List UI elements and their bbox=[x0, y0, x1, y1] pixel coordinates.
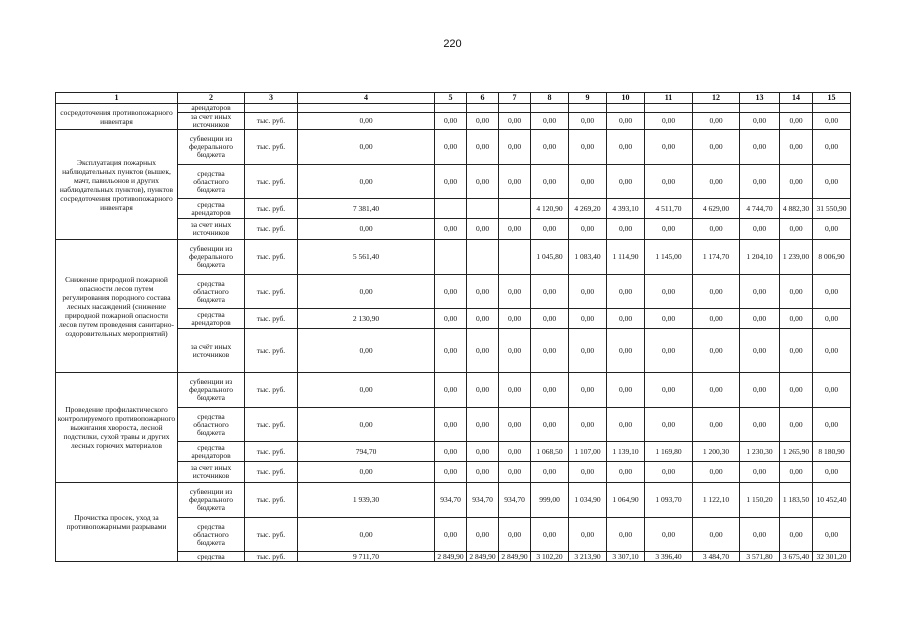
value-cell: 31 550,90 bbox=[813, 199, 851, 219]
value-cell: 8 006,90 bbox=[813, 240, 851, 275]
value-cell: 0,00 bbox=[467, 329, 499, 373]
column-header: 12 bbox=[693, 93, 740, 104]
value-cell: 2 849,90 bbox=[435, 552, 467, 562]
funding-source-cell: средства bbox=[178, 552, 245, 562]
value-cell: 0,00 bbox=[499, 275, 531, 309]
value-cell: 0,00 bbox=[645, 130, 693, 165]
value-cell: 0,00 bbox=[780, 309, 813, 329]
value-cell: 3 102,20 bbox=[531, 552, 569, 562]
unit-cell: тыс. руб. bbox=[245, 329, 298, 373]
value-cell: 0,00 bbox=[693, 518, 740, 552]
value-cell: 0,00 bbox=[569, 130, 607, 165]
value-cell: 934,70 bbox=[499, 483, 531, 518]
value-cell bbox=[499, 240, 531, 275]
value-cell: 0,00 bbox=[298, 219, 435, 240]
value-cell: 0,00 bbox=[531, 408, 569, 442]
value-cell: 0,00 bbox=[298, 329, 435, 373]
value-cell: 0,00 bbox=[693, 462, 740, 483]
activity-name-cell: сосредоточения противопожарного инвентаря bbox=[56, 104, 178, 130]
value-cell: 0,00 bbox=[298, 165, 435, 199]
value-cell: 0,00 bbox=[607, 329, 645, 373]
value-cell: 0,00 bbox=[645, 462, 693, 483]
column-header: 11 bbox=[645, 93, 693, 104]
value-cell: 2 130,90 bbox=[298, 309, 435, 329]
funding-source-cell: за счет иных источников bbox=[178, 462, 245, 483]
value-cell: 0,00 bbox=[645, 309, 693, 329]
value-cell: 0,00 bbox=[645, 408, 693, 442]
value-cell bbox=[298, 104, 435, 113]
value-cell bbox=[607, 104, 645, 113]
value-cell: 2 849,90 bbox=[467, 552, 499, 562]
value-cell: 10 452,40 bbox=[813, 483, 851, 518]
value-cell: 0,00 bbox=[607, 113, 645, 130]
value-cell: 1 145,00 bbox=[645, 240, 693, 275]
value-cell: 0,00 bbox=[693, 113, 740, 130]
table-row bbox=[56, 240, 851, 275]
unit-cell: тыс. руб. bbox=[245, 483, 298, 518]
value-cell: 0,00 bbox=[531, 309, 569, 329]
value-cell: 1 174,70 bbox=[693, 240, 740, 275]
value-cell: 0,00 bbox=[499, 113, 531, 130]
value-cell: 0,00 bbox=[467, 373, 499, 408]
value-cell: 0,00 bbox=[740, 275, 780, 309]
column-header: 14 bbox=[780, 93, 813, 104]
funding-source-cell: средства областного бюджета bbox=[178, 408, 245, 442]
value-cell: 0,00 bbox=[780, 518, 813, 552]
value-cell: 0,00 bbox=[740, 329, 780, 373]
funding-source-cell: субвенции из федерального бюджета bbox=[178, 240, 245, 275]
value-cell: 3 571,80 bbox=[740, 552, 780, 562]
value-cell: 1 034,90 bbox=[569, 483, 607, 518]
column-header: 7 bbox=[499, 93, 531, 104]
value-cell: 4 882,30 bbox=[780, 199, 813, 219]
value-cell: 0,00 bbox=[693, 219, 740, 240]
value-cell: 0,00 bbox=[607, 518, 645, 552]
value-cell: 0,00 bbox=[813, 408, 851, 442]
value-cell: 0,00 bbox=[531, 165, 569, 199]
value-cell: 0,00 bbox=[499, 219, 531, 240]
value-cell: 0,00 bbox=[435, 442, 467, 462]
value-cell: 1 083,40 bbox=[569, 240, 607, 275]
value-cell: 0,00 bbox=[813, 113, 851, 130]
value-cell: 0,00 bbox=[435, 219, 467, 240]
value-cell: 0,00 bbox=[531, 373, 569, 408]
value-cell bbox=[435, 104, 467, 113]
value-cell: 0,00 bbox=[813, 373, 851, 408]
value-cell: 0,00 bbox=[780, 130, 813, 165]
value-cell: 0,00 bbox=[435, 130, 467, 165]
value-cell: 0,00 bbox=[435, 373, 467, 408]
value-cell: 3 213,90 bbox=[569, 552, 607, 562]
value-cell: 0,00 bbox=[531, 130, 569, 165]
value-cell: 0,00 bbox=[298, 113, 435, 130]
value-cell: 0,00 bbox=[298, 518, 435, 552]
value-cell: 0,00 bbox=[531, 275, 569, 309]
activity-name-cell: Снижение природной пожарной опасности лесов путем регулирования породного состава лесных насаждений (снижение природной пожарной опасности лесов путем проведения санитарно-оздоровительных мероприятий) bbox=[56, 240, 178, 373]
value-cell: 0,00 bbox=[693, 275, 740, 309]
value-cell: 0,00 bbox=[813, 329, 851, 373]
unit-cell: тыс. руб. bbox=[245, 130, 298, 165]
column-header: 3 bbox=[245, 93, 298, 104]
unit-cell: тыс. руб. bbox=[245, 113, 298, 130]
value-cell: 0,00 bbox=[298, 130, 435, 165]
value-cell: 0,00 bbox=[645, 165, 693, 199]
value-cell: 0,00 bbox=[569, 275, 607, 309]
value-cell: 7 381,40 bbox=[298, 199, 435, 219]
value-cell: 0,00 bbox=[645, 518, 693, 552]
value-cell bbox=[693, 104, 740, 113]
value-cell: 0,00 bbox=[298, 408, 435, 442]
value-cell: 1 150,20 bbox=[740, 483, 780, 518]
unit-cell: тыс. руб. bbox=[245, 462, 298, 483]
value-cell: 0,00 bbox=[499, 130, 531, 165]
value-cell: 0,00 bbox=[813, 275, 851, 309]
value-cell bbox=[569, 104, 607, 113]
funding-source-cell: средства областного бюджета bbox=[178, 518, 245, 552]
value-cell: 0,00 bbox=[607, 130, 645, 165]
unit-cell: тыс. руб. bbox=[245, 552, 298, 562]
funding-source-cell: субвенции из федерального бюджета bbox=[178, 373, 245, 408]
value-cell bbox=[467, 104, 499, 113]
funding-source-cell: субвенции из федерального бюджета bbox=[178, 130, 245, 165]
value-cell: 0,00 bbox=[531, 113, 569, 130]
value-cell: 3 307,10 bbox=[607, 552, 645, 562]
value-cell: 0,00 bbox=[531, 518, 569, 552]
value-cell: 0,00 bbox=[569, 309, 607, 329]
value-cell: 0,00 bbox=[569, 462, 607, 483]
value-cell: 0,00 bbox=[813, 309, 851, 329]
value-cell: 0,00 bbox=[569, 165, 607, 199]
column-header: 10 bbox=[607, 93, 645, 104]
funding-source-cell: арендаторов bbox=[178, 104, 245, 113]
funding-source-cell: средства арендаторов bbox=[178, 309, 245, 329]
value-cell: 0,00 bbox=[467, 130, 499, 165]
funding-source-cell: средства областного бюджета bbox=[178, 275, 245, 309]
value-cell: 0,00 bbox=[693, 408, 740, 442]
value-cell: 0,00 bbox=[298, 462, 435, 483]
value-cell: 0,00 bbox=[645, 113, 693, 130]
column-header: 4 bbox=[298, 93, 435, 104]
value-cell: 0,00 bbox=[693, 373, 740, 408]
value-cell: 0,00 bbox=[780, 462, 813, 483]
value-cell: 9 711,70 bbox=[298, 552, 435, 562]
value-cell: 0,00 bbox=[693, 165, 740, 199]
funding-source-cell: за счёт иных источников bbox=[178, 329, 245, 373]
value-cell: 0,00 bbox=[693, 130, 740, 165]
value-cell: 0,00 bbox=[740, 408, 780, 442]
value-cell: 0,00 bbox=[740, 165, 780, 199]
value-cell: 0,00 bbox=[607, 165, 645, 199]
value-cell: 0,00 bbox=[569, 219, 607, 240]
column-header: 5 bbox=[435, 93, 467, 104]
activity-name-cell: Проведение профилактического контролируемого противопожарного выжигания хвороста, лесной подстилки, сухой травы и других лесных горючих материалов bbox=[56, 373, 178, 483]
funding-source-cell: средства арендаторов bbox=[178, 199, 245, 219]
value-cell: 0,00 bbox=[813, 165, 851, 199]
funding-source-cell: средства арендаторов bbox=[178, 442, 245, 462]
value-cell: 0,00 bbox=[740, 309, 780, 329]
unit-cell: тыс. руб. bbox=[245, 373, 298, 408]
value-cell bbox=[435, 240, 467, 275]
value-cell bbox=[499, 199, 531, 219]
value-cell: 0,00 bbox=[499, 462, 531, 483]
unit-cell: тыс. руб. bbox=[245, 275, 298, 309]
value-cell: 0,00 bbox=[740, 373, 780, 408]
column-header: 1 bbox=[56, 93, 178, 104]
value-cell: 1 230,30 bbox=[740, 442, 780, 462]
value-cell: 0,00 bbox=[740, 113, 780, 130]
funding-source-cell: за счет иных источников bbox=[178, 113, 245, 130]
value-cell: 0,00 bbox=[531, 462, 569, 483]
value-cell: 0,00 bbox=[607, 219, 645, 240]
value-cell: 0,00 bbox=[499, 309, 531, 329]
value-cell: 4 511,70 bbox=[645, 199, 693, 219]
value-cell: 3 396,40 bbox=[645, 552, 693, 562]
unit-cell: тыс. руб. bbox=[245, 309, 298, 329]
budget-table bbox=[55, 92, 851, 562]
value-cell: 1 183,50 bbox=[780, 483, 813, 518]
value-cell: 0,00 bbox=[435, 329, 467, 373]
column-header: 13 bbox=[740, 93, 780, 104]
unit-cell: тыс. руб. bbox=[245, 219, 298, 240]
value-cell: 4 629,00 bbox=[693, 199, 740, 219]
table-row bbox=[56, 483, 851, 518]
unit-cell bbox=[245, 104, 298, 113]
value-cell: 0,00 bbox=[435, 309, 467, 329]
value-cell: 1 939,30 bbox=[298, 483, 435, 518]
value-cell: 0,00 bbox=[740, 130, 780, 165]
value-cell: 32 301,20 bbox=[813, 552, 851, 562]
value-cell: 0,00 bbox=[467, 113, 499, 130]
value-cell: 0,00 bbox=[435, 275, 467, 309]
value-cell bbox=[467, 199, 499, 219]
value-cell: 0,00 bbox=[780, 275, 813, 309]
table-row bbox=[56, 130, 851, 165]
value-cell: 1 204,10 bbox=[740, 240, 780, 275]
value-cell: 0,00 bbox=[607, 462, 645, 483]
value-cell: 0,00 bbox=[645, 329, 693, 373]
value-cell: 0,00 bbox=[569, 518, 607, 552]
value-cell: 0,00 bbox=[569, 408, 607, 442]
value-cell: 0,00 bbox=[813, 219, 851, 240]
value-cell: 1 200,30 bbox=[693, 442, 740, 462]
value-cell: 0,00 bbox=[569, 373, 607, 408]
column-header: 8 bbox=[531, 93, 569, 104]
value-cell: 1 107,00 bbox=[569, 442, 607, 462]
value-cell: 8 180,90 bbox=[813, 442, 851, 462]
value-cell: 0,00 bbox=[607, 373, 645, 408]
value-cell: 0,00 bbox=[693, 329, 740, 373]
value-cell: 0,00 bbox=[435, 462, 467, 483]
value-cell: 0,00 bbox=[467, 408, 499, 442]
value-cell bbox=[499, 104, 531, 113]
value-cell: 0,00 bbox=[780, 329, 813, 373]
funding-source-cell: средства областного бюджета bbox=[178, 165, 245, 199]
value-cell: 1 064,90 bbox=[607, 483, 645, 518]
activity-name-cell: Эксплуатация пожарных наблюдательных пунктов (вышек, мачт, павильонов и других наблюдательных пунктов), пунктов сосредоточения противопожарного инвентаря bbox=[56, 130, 178, 240]
value-cell: 0,00 bbox=[740, 219, 780, 240]
value-cell: 0,00 bbox=[499, 518, 531, 552]
value-cell: 0,00 bbox=[499, 165, 531, 199]
column-header: 6 bbox=[467, 93, 499, 104]
value-cell: 0,00 bbox=[467, 275, 499, 309]
value-cell: 2 849,90 bbox=[499, 552, 531, 562]
funding-source-cell: субвенции из федерального бюджета bbox=[178, 483, 245, 518]
value-cell: 0,00 bbox=[531, 329, 569, 373]
value-cell: 0,00 bbox=[813, 462, 851, 483]
value-cell: 0,00 bbox=[780, 113, 813, 130]
value-cell: 0,00 bbox=[435, 518, 467, 552]
value-cell: 0,00 bbox=[693, 309, 740, 329]
value-cell: 0,00 bbox=[298, 275, 435, 309]
value-cell: 0,00 bbox=[467, 219, 499, 240]
table-row bbox=[56, 373, 851, 408]
value-cell: 0,00 bbox=[467, 442, 499, 462]
value-cell: 794,70 bbox=[298, 442, 435, 462]
value-cell: 1 068,50 bbox=[531, 442, 569, 462]
unit-cell: тыс. руб. bbox=[245, 408, 298, 442]
value-cell: 1 122,10 bbox=[693, 483, 740, 518]
unit-cell: тыс. руб. bbox=[245, 199, 298, 219]
value-cell bbox=[645, 104, 693, 113]
unit-cell: тыс. руб. bbox=[245, 442, 298, 462]
value-cell: 0,00 bbox=[467, 165, 499, 199]
value-cell: 3 675,40 bbox=[780, 552, 813, 562]
value-cell: 0,00 bbox=[569, 329, 607, 373]
value-cell: 5 561,40 bbox=[298, 240, 435, 275]
page-number: 220 bbox=[443, 38, 462, 50]
value-cell bbox=[531, 104, 569, 113]
value-cell: 4 393,10 bbox=[607, 199, 645, 219]
value-cell: 4 120,90 bbox=[531, 199, 569, 219]
value-cell: 0,00 bbox=[780, 408, 813, 442]
value-cell bbox=[780, 104, 813, 113]
value-cell: 0,00 bbox=[740, 518, 780, 552]
value-cell: 934,70 bbox=[435, 483, 467, 518]
header-row bbox=[56, 93, 851, 104]
value-cell: 1 265,90 bbox=[780, 442, 813, 462]
table-row bbox=[56, 104, 851, 113]
column-header: 2 bbox=[178, 93, 245, 104]
value-cell: 0,00 bbox=[645, 373, 693, 408]
value-cell: 0,00 bbox=[499, 442, 531, 462]
value-cell bbox=[435, 199, 467, 219]
value-cell: 1 139,10 bbox=[607, 442, 645, 462]
value-cell: 3 484,70 bbox=[693, 552, 740, 562]
unit-cell: тыс. руб. bbox=[245, 165, 298, 199]
value-cell: 0,00 bbox=[499, 373, 531, 408]
value-cell: 0,00 bbox=[298, 373, 435, 408]
value-cell: 0,00 bbox=[435, 408, 467, 442]
value-cell: 0,00 bbox=[813, 518, 851, 552]
value-cell: 0,00 bbox=[607, 408, 645, 442]
column-header: 9 bbox=[569, 93, 607, 104]
value-cell bbox=[740, 104, 780, 113]
value-cell: 0,00 bbox=[499, 329, 531, 373]
value-cell: 0,00 bbox=[435, 165, 467, 199]
value-cell: 0,00 bbox=[607, 309, 645, 329]
value-cell: 4 269,20 bbox=[569, 199, 607, 219]
value-cell: 0,00 bbox=[780, 219, 813, 240]
value-cell: 1 114,90 bbox=[607, 240, 645, 275]
value-cell: 0,00 bbox=[780, 373, 813, 408]
value-cell: 0,00 bbox=[467, 462, 499, 483]
value-cell: 0,00 bbox=[531, 219, 569, 240]
value-cell: 1 239,00 bbox=[780, 240, 813, 275]
activity-name-cell: Прочистка просек, уход за противопожарными разрывами bbox=[56, 483, 178, 562]
value-cell: 0,00 bbox=[740, 462, 780, 483]
value-cell: 0,00 bbox=[499, 408, 531, 442]
value-cell: 0,00 bbox=[780, 165, 813, 199]
value-cell: 0,00 bbox=[607, 275, 645, 309]
value-cell: 999,00 bbox=[531, 483, 569, 518]
value-cell bbox=[813, 104, 851, 113]
value-cell: 934,70 bbox=[467, 483, 499, 518]
value-cell: 0,00 bbox=[645, 275, 693, 309]
value-cell: 0,00 bbox=[569, 113, 607, 130]
value-cell: 0,00 bbox=[467, 309, 499, 329]
unit-cell: тыс. руб. bbox=[245, 518, 298, 552]
value-cell: 0,00 bbox=[435, 113, 467, 130]
value-cell: 4 744,70 bbox=[740, 199, 780, 219]
funding-source-cell: за счет иных источников bbox=[178, 219, 245, 240]
value-cell bbox=[467, 240, 499, 275]
unit-cell: тыс. руб. bbox=[245, 240, 298, 275]
value-cell: 1 169,80 bbox=[645, 442, 693, 462]
column-header: 15 bbox=[813, 93, 851, 104]
value-cell: 0,00 bbox=[813, 130, 851, 165]
value-cell: 0,00 bbox=[645, 219, 693, 240]
value-cell: 1 093,70 bbox=[645, 483, 693, 518]
value-cell: 0,00 bbox=[467, 518, 499, 552]
value-cell: 1 045,80 bbox=[531, 240, 569, 275]
